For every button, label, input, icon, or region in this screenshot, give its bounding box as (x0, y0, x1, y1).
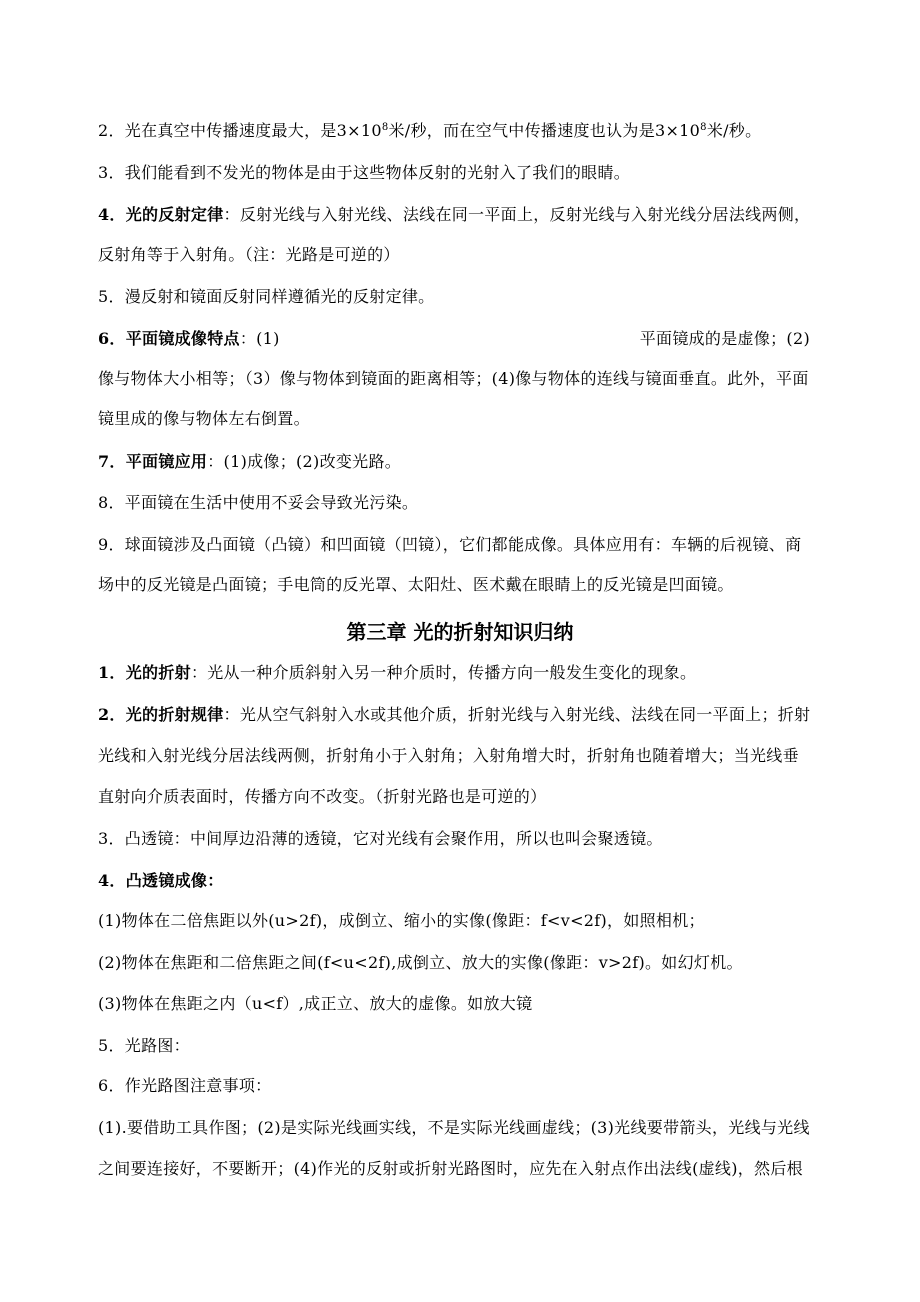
item-6-continuation-2 (98, 408, 810, 430)
item-9 (98, 534, 810, 556)
ch3-item-4 (98, 870, 810, 892)
item-number: 6． (98, 1076, 125, 1095)
ch3-item-6 (98, 1075, 810, 1097)
item-number: 9． (98, 535, 125, 554)
item-6-continuation (98, 368, 810, 390)
ch3-item-4-sub-3 (98, 993, 810, 1015)
item-text-right: 平面镜成的是虚像；(2) (639, 329, 810, 348)
item-text: (1)物体在二倍焦距以外(u>2f)，成倒立、缩小的实像(像距：f<v<2f)，如照相机； (98, 911, 705, 930)
chapter-title: 第三章 光的折射知识归纳 (346, 620, 574, 644)
item-3 (98, 162, 810, 184)
superscript: 8 (700, 122, 707, 133)
ch3-item-2 (98, 704, 810, 726)
item-label: 光的折射规律 (125, 705, 224, 724)
item-text: 我们能看到不发光的物体是由于这些物体反射的光射入了我们的眼睛。 (124, 163, 631, 182)
ch3-item-2-continuation-2 (98, 786, 810, 808)
item-number: 1． (98, 663, 126, 682)
item-9-continuation (98, 574, 810, 596)
ch3-item-6-sub-1 (98, 1117, 810, 1139)
ch3-item-5 (98, 1035, 810, 1057)
item-4-continuation (98, 244, 810, 266)
item-text: 反射角等于入射角。（注：光路是可逆的） (98, 245, 400, 264)
item-8 (98, 492, 810, 514)
item-number: 2． (98, 121, 125, 140)
ch3-item-4-sub-2 (98, 952, 810, 974)
item-number: 4． (98, 871, 126, 890)
item-text: 漫反射和镜面反射同样遵循光的反射定律。 (124, 287, 435, 306)
item-label: 平面镜应用 (125, 452, 208, 471)
item-text: 光线和入射光线分居法线两侧，折射角小于入射角；入射角增大时，折射角也随着增大；当光线垂 (98, 746, 799, 765)
item-text: 光路图： (124, 1036, 190, 1055)
item-number: 5． (98, 1036, 125, 1055)
item-label: 光的反射定律 (125, 205, 224, 224)
item-text: (2)物体在焦距和二倍焦距之间(f<u<2f),成倒立、放大的实像(像距：v>2f)。如幻灯机。 (98, 953, 743, 972)
item-text: 之间要连接好，不要断开；(4)作光的反射或折射光路图时，应先在入射点作出法线(虚线)，然后根 (98, 1159, 803, 1178)
item-text: (1).要借助工具作图；(2)是实际光线画实线，不是实际光线画虚线；(3)光线要带箭头，光线与光线 (98, 1118, 810, 1137)
item-text: 像与物体大小相等；（3）像与物体到镜面的距离相等；(4)像与物体的连线与镜面垂直。此外，平面 (98, 369, 809, 388)
item-text: 米/秒，而在空气中传播速度也认为是3×10 (388, 121, 701, 140)
item-text: 直射向介质表面时，传播方向不改变。（折射光路也是可逆的） (98, 787, 547, 806)
superscript: 8 (381, 122, 389, 133)
item-4-reflection-law (98, 204, 810, 226)
item-number: 4． (98, 205, 126, 224)
item-text: (3)物体在焦距之内（u<f）,成正立、放大的虚像。如放大镜 (98, 994, 533, 1013)
ch3-item-2-continuation (98, 745, 810, 767)
ch3-item-6-sub-2 (98, 1158, 810, 1180)
item-number: 8． (98, 493, 125, 512)
item-number: 3． (98, 163, 125, 182)
item-text: 球面镜涉及凸面镜（凸镜）和凹面镜（凹镜），它们都能成像。具体应用有：车辆的后视镜、商 (124, 535, 802, 554)
item-text: ：(1) (239, 329, 280, 348)
item-text: 作光路图注意事项： (124, 1076, 272, 1095)
item-label: 平面镜成像特点 (125, 329, 240, 348)
item-number: 5． (98, 287, 125, 306)
ch3-item-1 (98, 662, 810, 684)
item-number: 2． (98, 705, 126, 724)
item-text: ：(1)成像；(2)改变光路。 (207, 452, 402, 471)
item-label: 凸透镜成像： (125, 871, 224, 890)
item-text: 米/秒。 (706, 121, 762, 140)
item-text: ：光从空气斜射入水或其他介质，折射光线与入射光线、法线在同一平面上；折射 (223, 705, 811, 724)
item-text: ：光从一种介质斜射入另一种介质时，传播方向一般发生变化的现象。 (190, 663, 697, 682)
item-6-plane-mirror (98, 328, 810, 350)
item-number: 7． (98, 452, 126, 471)
item-5 (98, 286, 810, 308)
item-number: 6． (98, 329, 126, 348)
item-number: 3． (98, 829, 125, 848)
item-text: 凸透镜：中间厚边沿薄的透镜，它对光线有会聚作用，所以也叫会聚透镜。 (124, 829, 663, 848)
item-7 (98, 451, 810, 473)
item-text: ：反射光线与入射光线、法线在同一平面上，反射光线与入射光线分居法线两侧， (223, 205, 811, 224)
item-text: 镜里成的像与物体左右倒置。 (98, 409, 310, 428)
item-label: 光的折射 (125, 663, 191, 682)
ch3-item-4-sub-1 (98, 910, 810, 932)
item-text: 光在真空中传播速度最大，是3×10 (124, 121, 382, 140)
item-text: 场中的反光镜是凸面镜；手电筒的反光罩、太阳灶、医术戴在眼睛上的反光镜是凹面镜。 (98, 575, 734, 594)
item-2-speed-of-light (98, 120, 810, 142)
ch3-item-3 (98, 828, 810, 850)
item-text: 平面镜在生活中使用不妥会导致光污染。 (124, 493, 419, 512)
